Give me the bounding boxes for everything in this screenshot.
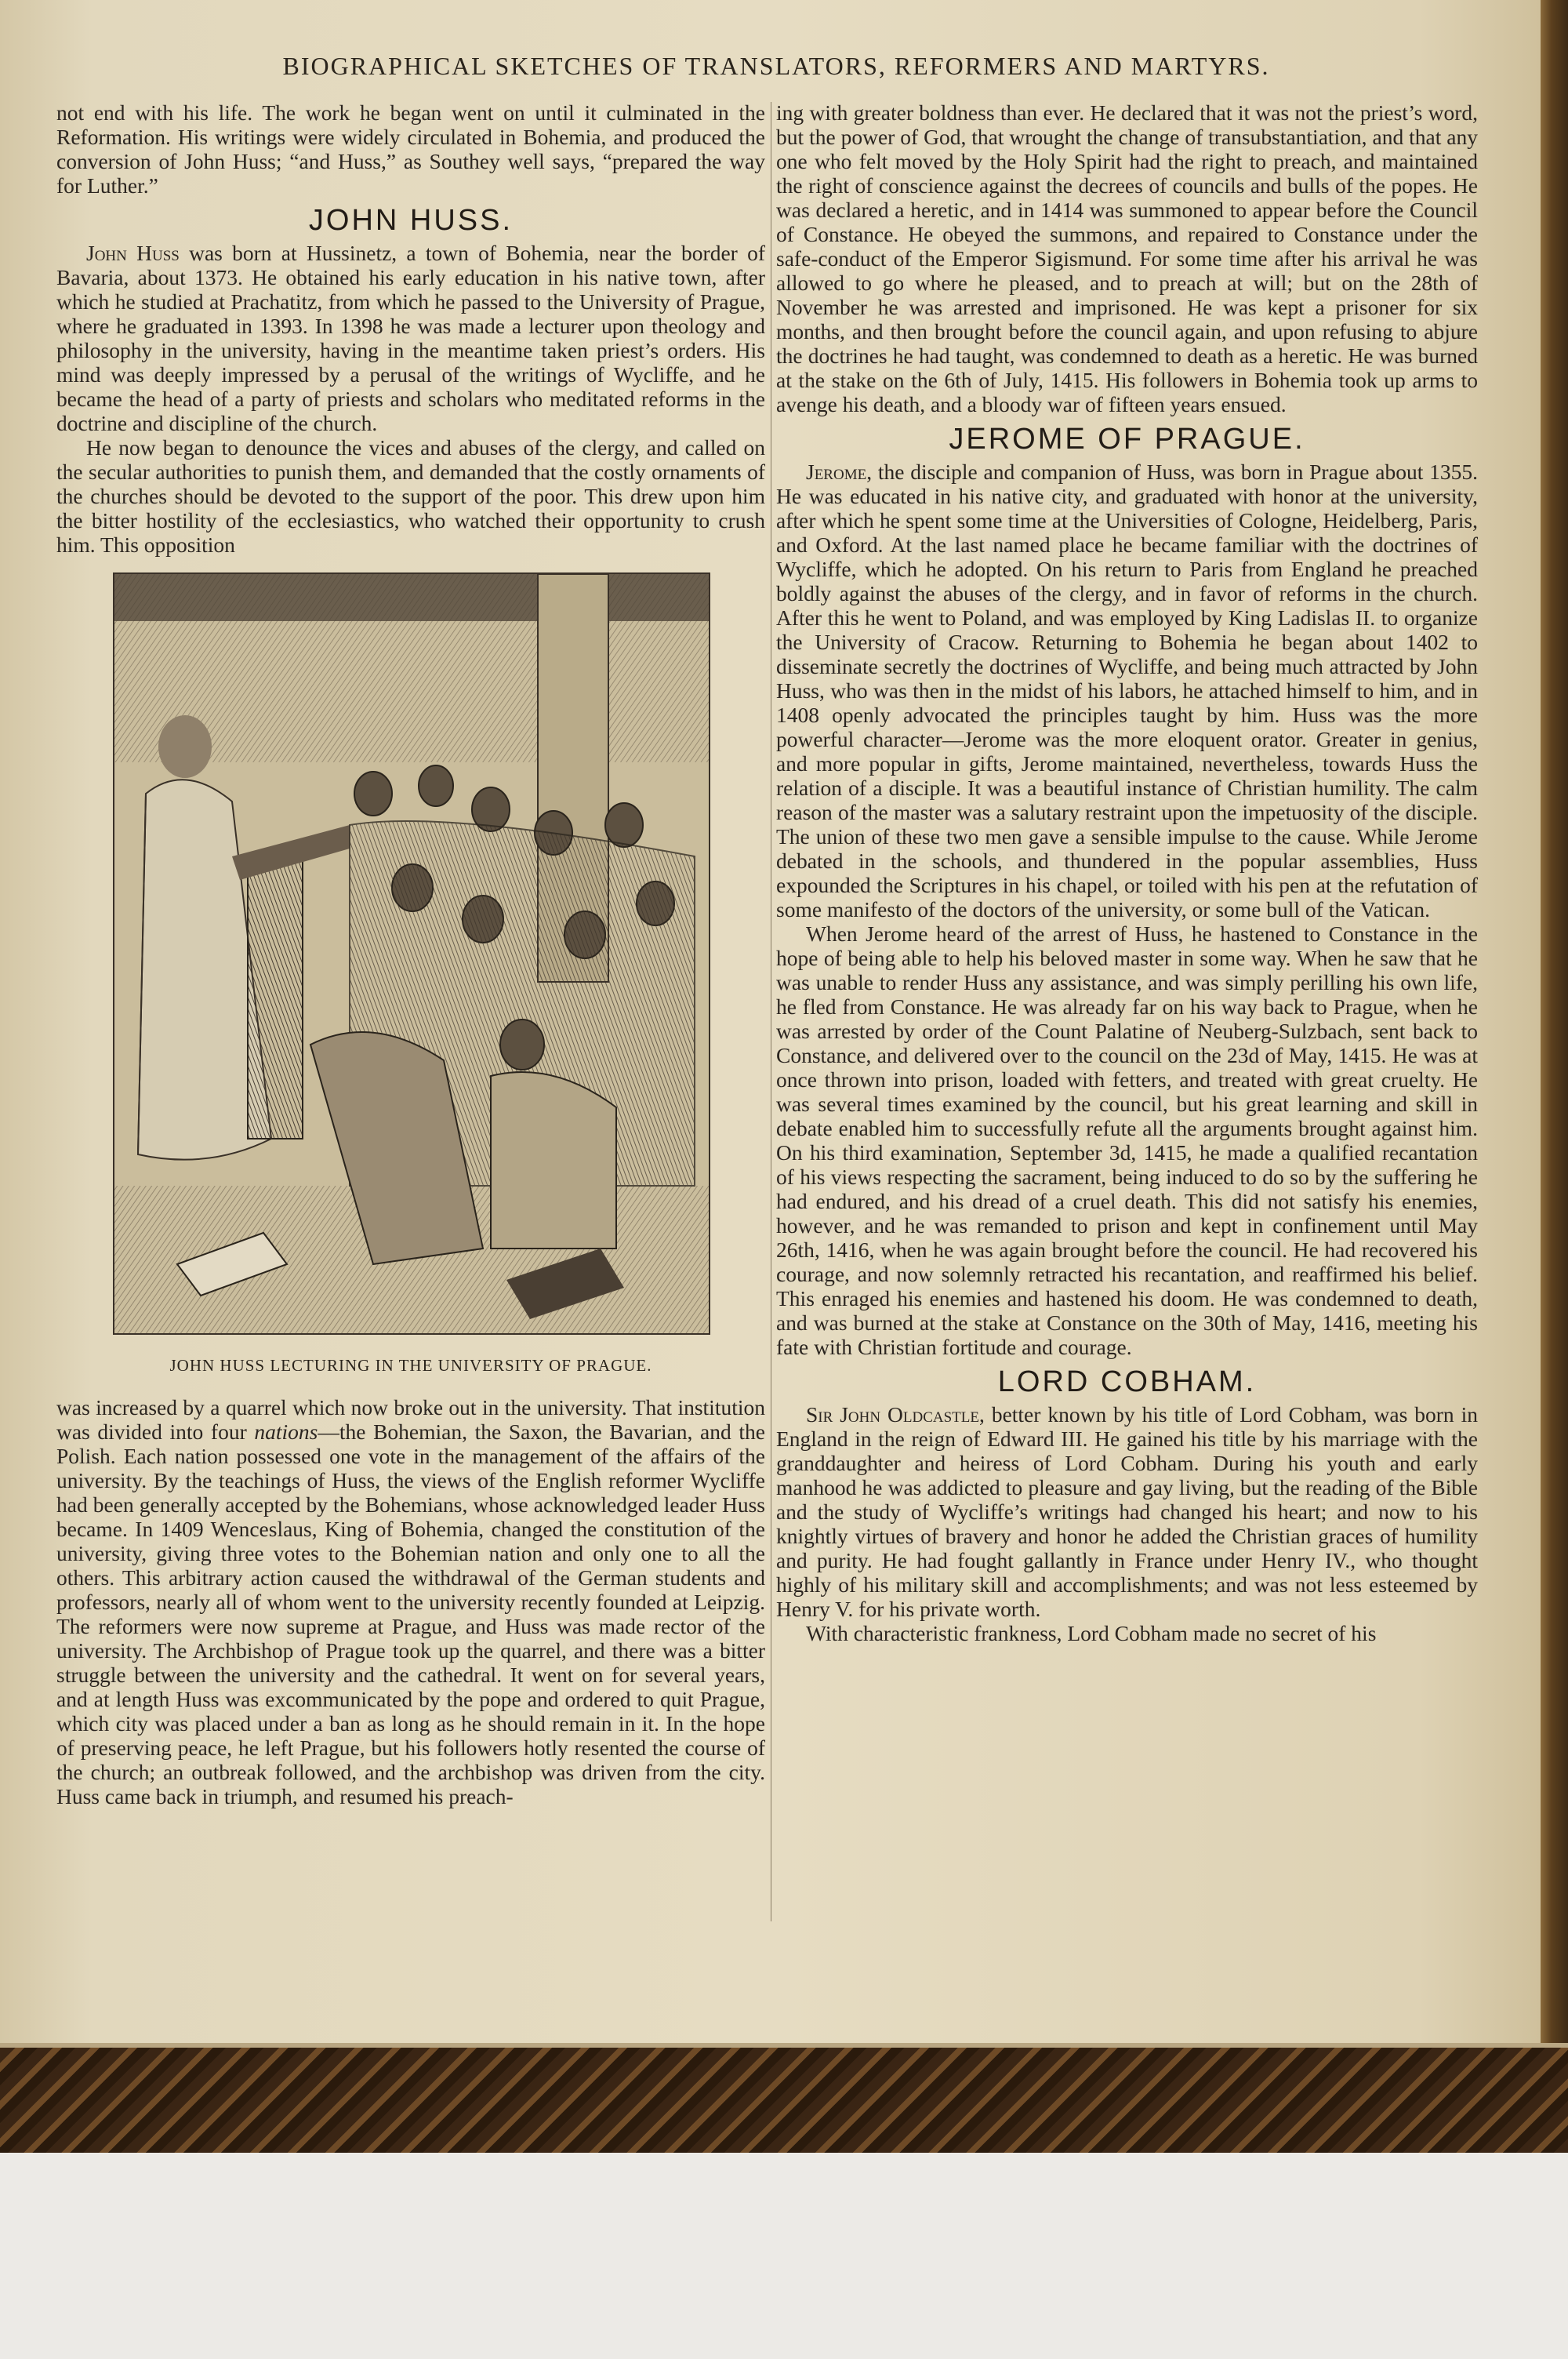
jerome-lead: Jerome, bbox=[806, 460, 873, 484]
huss-paragraph-1 bbox=[56, 241, 765, 435]
left-column bbox=[56, 100, 765, 1808]
book-spine bbox=[1541, 0, 1568, 2055]
lecture-engraving bbox=[114, 574, 709, 1333]
table-surface bbox=[0, 2153, 1568, 2359]
huss-lead: John Huss bbox=[86, 241, 180, 265]
huss-continuation: ing with greater boldness than ever. He declared that it was not the priest’s word, but the power of God, that wrought the change of transubstantiation, and that any one who felt moved by the Holy Spirit had the right to preach, and maintained the right of conscience against the decrees of councils and bulls of the popes. He was declared a heretic, and in 1414 was summoned to appear before the Council of Constance. He obeyed the summons, and repaired to Constance under the safe-conduct of the Emperor Sigismund. For some time after his arrival he was allowed to go where he pleased, and to preach at will; but on the 28th of November he was arrested and imprisoned. He was kept a prisoner for six months, and then brought before the council again, and upon refusing to abjure the doctrines he had taught, was condemned to death as a heretic. He was burned at the stake on the 6th of July, 1415. His followers in Bohemia took up arms to avenge his death, and a bloody war of fifteen years ensued. bbox=[776, 100, 1478, 416]
figure-caption: JOHN HUSS LECTURING IN THE UNIVERSITY OF PRAGUE. bbox=[169, 1356, 652, 1375]
running-head: BIOGRAPHICAL SKETCHES OF TRANSLATORS, REFORMERS AND MARTYRS. bbox=[282, 52, 1270, 80]
cobham-paragraph-2: With characteristic frankness, Lord Cobham made no secret of his bbox=[806, 1621, 1377, 1645]
cobham-lead: Sir John Oldcastle, bbox=[806, 1402, 985, 1427]
huss-paragraph-3-a: was increased by a quarrel which now broke out in the university. That institution was divided into four bbox=[56, 1395, 765, 1444]
jerome-paragraph-1 bbox=[776, 460, 1478, 921]
figure bbox=[113, 572, 709, 1378]
engraving-illustration bbox=[113, 572, 710, 1335]
book-binding-edge bbox=[0, 2043, 1568, 2157]
nations-italic: nations bbox=[254, 1419, 318, 1444]
heading-john-huss: JOHN HUSS. bbox=[308, 204, 514, 237]
cobham-paragraph-1 bbox=[776, 1402, 1478, 1621]
cobham-paragraph-1-text: better known by his title of Lord Cobham, was born in England in the reign of Edward III. He gained his title by his marriage with the granddaughter and heiress of Lord Cobham. During his youth and early manhood he was addicted to pleasure and gay living, but the reading of the Bible and the study of Wycliffe’s writings had changed his heart; and now to his knightly virtues of bravery and honor he added the Christian graces of humility and purity. He had fought gallantly in France under Henry IV., who thought highly of his military skill and accomplishments; and was not less esteemed by Henry V. for his private worth. bbox=[776, 1402, 1478, 1621]
huss-paragraph-3 bbox=[56, 1395, 765, 1808]
intro-paragraph: not end with his life. The work he began went on until it culminated in the Reformation. His writings were widely circulated in Bohemia, and produced the conversion of John Huss; “and Huss,” as Southey well says, “prepared the way for Luther.” bbox=[56, 100, 765, 198]
huss-paragraph-1-text: was born at Hussinetz, a town of Bohemia, near the border of Bavaria, about 1373. He obtained his early education in his native town, after which he studied at Prachatitz, from which he passed to the University of Prague, where he graduated in 1393. In 1398 he was made a lecturer upon theology and philosophy in the university, having in the meantime taken priest’s orders. His mind was deeply impressed by a perusal of the writings of Wycliffe, and he became the head of a party of priests and scholars who meditated reforms in the doctrine and discipline of the church. bbox=[56, 241, 765, 435]
heading-lord-cobham: LORD COBHAM. bbox=[997, 1365, 1257, 1398]
huss-paragraph-2: He now began to denounce the vices and abuses of the clergy, and called on the secular authorities to punish them, and demanded that the costly ornaments of the churches should be devoted to the support of the poor. This drew upon him the bitter hostility of the ecclesiastics, who watched their opportunity to crush him. This opposition bbox=[56, 435, 765, 557]
jerome-paragraph-1-text: the disciple and companion of Huss, was born in Prague about 1355. He was educated in his native city, and graduated with honor at the university, after which he spent some time at the Universities of Cologne, Heidelberg, Paris, and Oxford. At the last named place he became familiar with the doctrines of Wycliffe, which he adopted. On his return to Paris from England he preached boldly against the abuses of the clergy, and in favor of reforms in the church. After this he went to Poland, and was employed by King Ladislas II. to organize the University of Cracow. Returning to Bohemia he began about 1402 to disseminate secretly the doctrines of Wycliffe, and being much attracted by John Huss, who was then in the midst of his labors, he attached himself to him, and in 1408 openly advocated the principles taught by him. Huss was the more powerful character—Jerome was the more eloquent orator. Greater in genius, and more popular in gifts, Jerome maintained, nevertheless, towards Huss the relation of a disciple. It was a beautiful instance of Christian humility. The calm reason of the master was a salutary restraint upon the impetuosity of the disciple. The union of these two men gave a sensible impulse to the cause. While Jerome debated in the schools, and thundered in the popular assemblies, Huss expounded the Scriptures in his chapel, or toiled with his pen at the refutation of some manifesto of the doctors of the university, or some bull of the Vatican. bbox=[776, 460, 1478, 921]
jerome-paragraph-2: When Jerome heard of the arrest of Huss, he hastened to Constance in the hope of being able to help his beloved master in some way. When he saw that he was unable to render Huss any assistance, and was simply perilling his own life, he fled from Constance. He was already far on his way back to Prague, when he was arrested by order of the Count Palatine of Neuberg-Sulzbach, sent back to Constance, and delivered over to the council on the 23d of May, 1415. He was at once thrown into prison, loaded with fetters, and treated with great cruelty. He was several times examined by the council, but his great learning and skill in debate enabled him to successfully refute all the arguments brought against him. On his third examination, September 3d, 1415, he made a qualified recantation of his views respecting the sacrament, being induced to do so by the suffering he had endured, and his dread of a cruel death. This did not satisfy his enemies, however, and he was remanded to prison and kept in confinement until May 26th, 1416, when he was again brought before the council. He had recovered his courage, and now solemnly retracted his recantation, and reaffirmed his belief. This enraged his enemies and hastened his doom. He was condemned to death, and was burned at the stake at Constance on the 30th of May, 1416, meeting his fate with Christian fortitude and courage. bbox=[776, 921, 1478, 1359]
right-column bbox=[776, 100, 1478, 1645]
huss-paragraph-3-b: —the Bohemian, the Saxon, the Bavarian, and the Polish. Each nation possessed one vote in the management of the affairs of the university. By the teachings of Huss, the views of the English reformer Wycliffe had been generally accepted by the Bohemians, whose acknowledged leader Huss became. In 1409 Wenceslaus, King of Bohemia, changed the constitution of the university, giving three votes to the Bohemian nation and only one to all the others. This arbitrary action caused the withdrawal of the German students and professors, nearly all of whom went to the university recently founded at Leipzig. The reformers were now supreme at Prague, and Huss was made rector of the university. The Archbishop of Prague took up the quarrel, and there was a bitter struggle between the university and the cathedral. It went on for several years, and at length Huss was excommunicated by the pope and ordered to quit Prague, which city was placed under a ban as long as he should remain in it. In the hope of preserving peace, he left Prague, but his followers hotly resented the course of the church; an outbreak followed, and the archbishop was driven from the city. Huss came back in triumph, and resumed his preach- bbox=[56, 1419, 765, 1808]
heading-jerome-of-prague: JEROME OF PRAGUE. bbox=[949, 423, 1305, 456]
